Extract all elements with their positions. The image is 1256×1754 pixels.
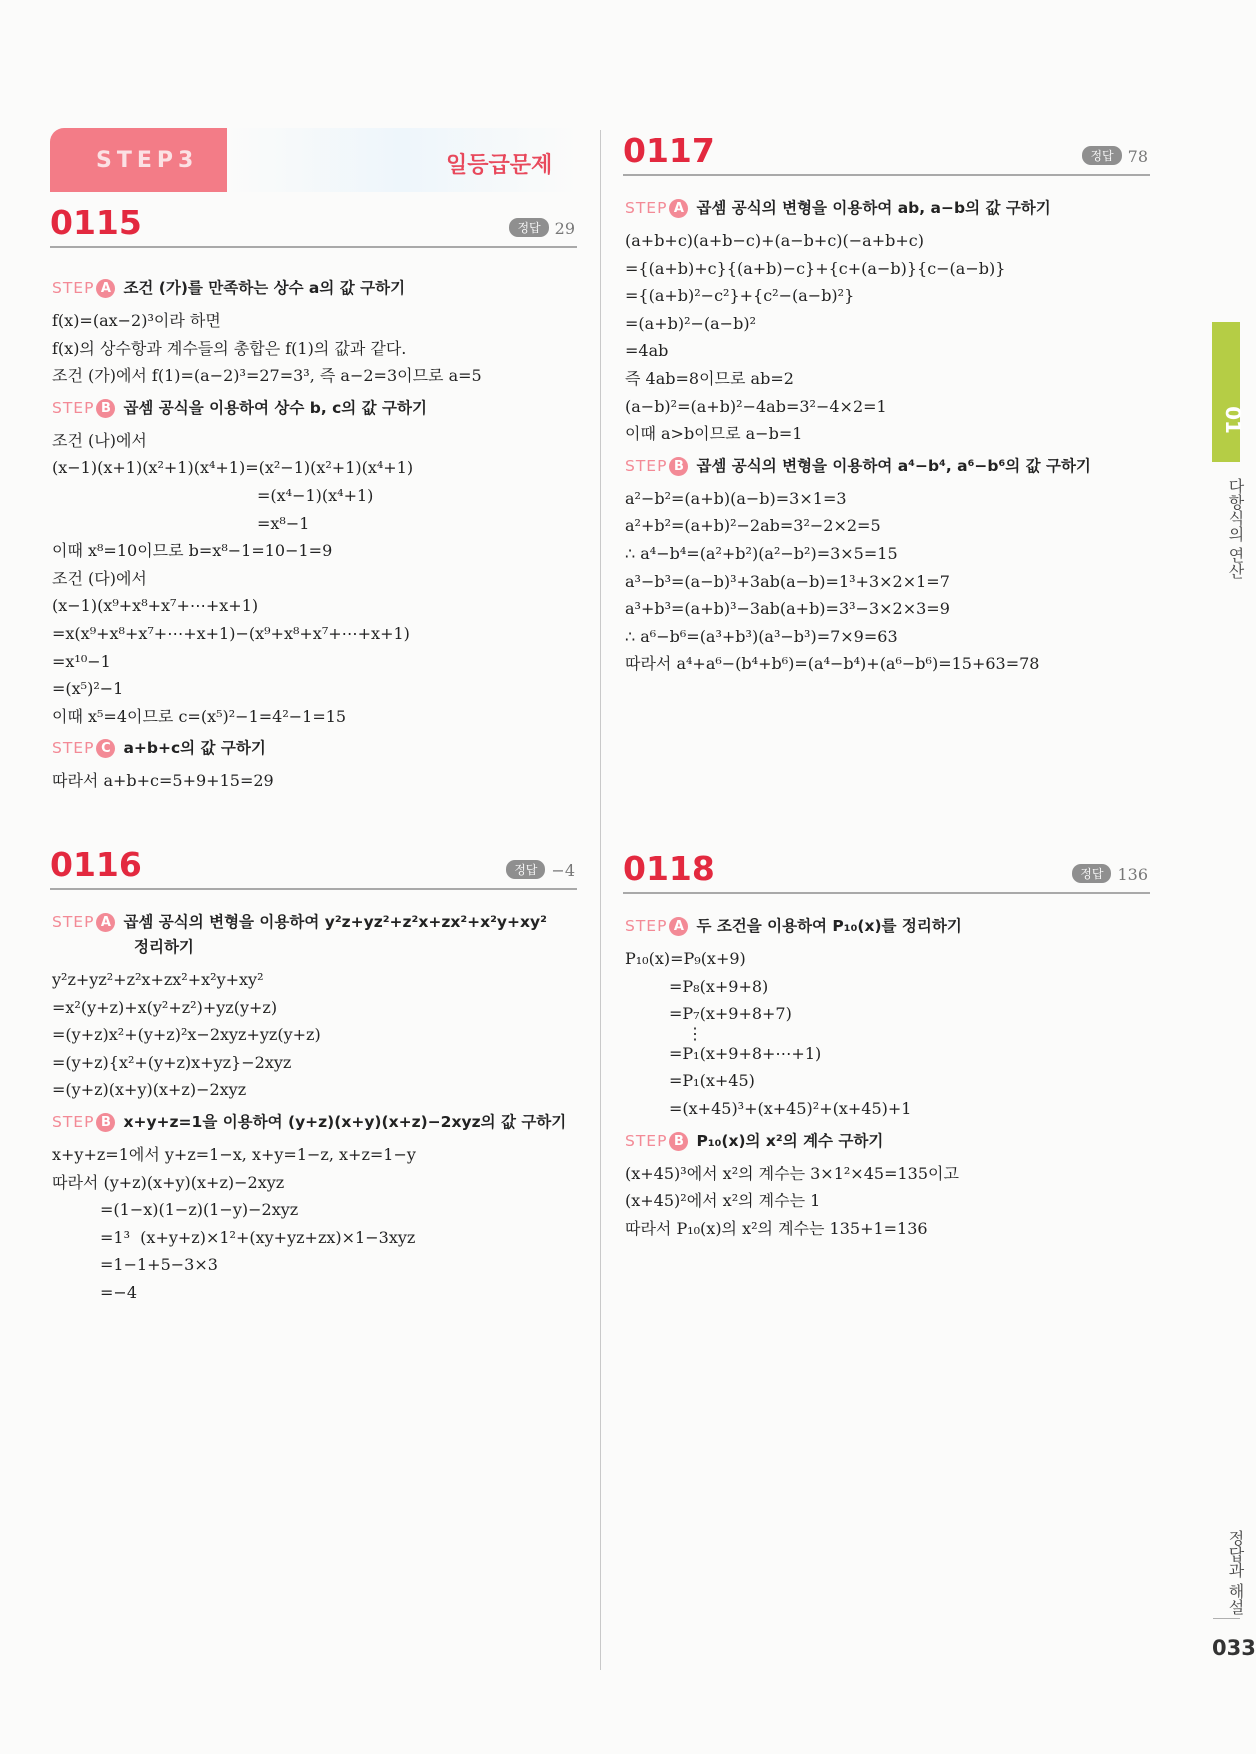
solution-line: =(a+b)²−(a−b)² (625, 313, 756, 333)
answer-badge: 정답 (1072, 864, 1111, 883)
solution-line: (x−1)(x+1)(x²+1)(x⁴+1)=(x²−1)(x²+1)(x⁴+1) (52, 458, 414, 478)
step-letter: B (96, 1113, 115, 1132)
problem-header-0118 (623, 846, 1150, 894)
step-letter: B (96, 399, 115, 418)
solution-0116 (52, 904, 577, 1307)
step-heading (625, 196, 1150, 221)
solution-line: =(1−x)(1−z)(1−y)−2xyz (100, 1200, 299, 1220)
problem-number: 0118 (623, 849, 715, 888)
solution-line: 즉 4ab=8이므로 ab=2 (625, 368, 794, 388)
solution-line: =1³ (x+y+z)×1²+(xy+yz+zx)×1−3xyz (100, 1227, 416, 1247)
step-desc: 조건 (가)를 만족하는 상수 a의 값 구하기 (123, 279, 406, 297)
step-letter: A (669, 917, 688, 936)
solution-line: =x(x⁹+x⁸+x⁷+⋯+x+1)−(x⁹+x⁸+x⁷+⋯+x+1) (52, 623, 410, 643)
solution-line: f(x)=(ax−2)³이라 하면 (52, 311, 221, 330)
step-letter: A (669, 199, 688, 218)
solution-line: 조건 (가)에서 f(1)=(a−2)³=27=3³, 즉 a−2=3이므로 a=5 (52, 366, 482, 386)
step-heading (625, 1129, 1150, 1154)
solution-line: y²z+yz²+z²x+zx²+x²y+xy² (52, 970, 264, 989)
answer (509, 218, 575, 238)
step-letter: B (669, 1132, 688, 1151)
step-word: STEP (52, 1112, 95, 1131)
solution-line: =4ab (625, 341, 669, 361)
step-word: STEP (625, 199, 668, 217)
page-number: 033 (1212, 1636, 1256, 1660)
step-word: STEP (625, 917, 668, 935)
problem-header-0117 (623, 128, 1150, 176)
step-letter: C (96, 739, 115, 758)
solution-line: =x¹⁰−1 (52, 651, 111, 671)
answer-value: 136 (1117, 865, 1148, 884)
vertical-ellipsis: ⋮ (687, 1023, 703, 1043)
solution-line: =1−1+5−3×3 (100, 1255, 218, 1275)
chapter-number: 01 (1220, 406, 1245, 434)
chapter-tab (1212, 322, 1240, 462)
answer-value: −4 (551, 861, 575, 880)
step-letter: A (96, 913, 115, 932)
step-heading (52, 1110, 577, 1135)
step-heading (625, 454, 1150, 479)
solution-line: (a−b)²=(a+b)²−4ab=3²−4×2=1 (625, 396, 887, 416)
section-label: 정답과 해설 (1226, 1530, 1245, 1616)
solution-line: =(y+z)x²+(y+z)²x−2xyz+yz(y+z) (52, 1025, 321, 1045)
step-desc: 곱셈 공식을 이용하여 상수 b, c의 값 구하기 (123, 398, 427, 417)
answer-badge: 정답 (509, 218, 548, 237)
step-heading (52, 910, 577, 960)
step-word: STEP (52, 398, 95, 417)
solution-line: (x−1)(x⁹+x⁸+x⁷+⋯+x+1) (52, 596, 259, 616)
step3-label: STEP3 (96, 148, 199, 173)
solution-line: 이때 a>b이므로 a−b=1 (625, 424, 803, 444)
solution-0117 (625, 190, 1150, 678)
solution-line: =P₇(x+9+8+7) (669, 1004, 792, 1024)
step-desc: a+b+c의 값 구하기 (123, 739, 266, 758)
solution-line: =P₁(x+45) (669, 1071, 755, 1091)
solution-line: =P₁(x+9+8+⋯+1) (669, 1043, 822, 1063)
step-desc: x+y+z=1을 이용하여 (y+z)(x+y)(x+z)−2xyz의 값 구하기 (123, 1112, 567, 1131)
side-divider (1213, 1618, 1240, 1619)
answer-badge: 정답 (1082, 146, 1121, 165)
solution-0118 (625, 908, 1150, 1242)
solution-line: 이때 x⁸=10이므로 b=x⁸−1=10−1=9 (52, 541, 333, 561)
section-title: 일등급문제 (446, 153, 553, 178)
solution-line: ={(a+b)+c}{(a+b)−c}+{c+(a−b)}{c−(a−b)} (625, 258, 1006, 278)
solution-line: a³+b³=(a+b)³−3ab(a+b)=3³−3×2×3=9 (625, 599, 950, 619)
solution-line: =x⁸−1 (257, 513, 310, 533)
solution-line: 따라서 P₁₀(x)의 x²의 계수는 135+1=136 (625, 1218, 928, 1238)
answer (506, 860, 575, 880)
solution-line: =(x⁵)²−1 (52, 679, 124, 699)
step-word: STEP (625, 456, 668, 475)
step-letter: B (669, 457, 688, 476)
answer-badge: 정답 (506, 860, 545, 879)
step-desc-cont: 정리하기 (134, 938, 194, 956)
solution-line: ={(a+b)²−c²}+{c²−(a−b)²} (625, 286, 855, 306)
answer-value: 78 (1127, 147, 1148, 166)
solution-line: ∴ a⁶−b⁶=(a³+b³)(a³−b³)=7×9=63 (625, 626, 898, 646)
solution-line: =−4 (100, 1282, 137, 1302)
solution-line: f(x)의 상수항과 계수들의 총합은 f(1)의 값과 같다. (52, 338, 407, 358)
solution-0115 (52, 270, 577, 795)
solution-line: P₁₀(x)=P₉(x+9) (625, 949, 746, 968)
column-divider (600, 130, 601, 1670)
step-word: STEP (52, 913, 95, 931)
solution-line: (x+45)³에서 x²의 계수는 3×1²×45=135이고 (625, 1163, 959, 1183)
step-heading (52, 396, 577, 421)
step-letter: A (96, 279, 115, 298)
problem-number: 0116 (50, 845, 142, 884)
step-desc: 두 조건을 이용하여 P₁₀(x)를 정리하기 (696, 917, 962, 935)
solution-line: a²−b²=(a+b)(a−b)=3×1=3 (625, 488, 847, 508)
solution-line: x+y+z=1에서 y+z=1−x, x+y=1−z, x+z=1−y (52, 1144, 416, 1164)
solution-line: a³−b³=(a−b)³+3ab(a−b)=1³+3×2×1=7 (625, 571, 950, 591)
solution-line: ∴ a⁴−b⁴=(a²+b²)(a²−b²)=3×5=15 (625, 543, 898, 563)
solution-line: =(y+z){x²+(y+z)x+yz}−2xyz (52, 1052, 292, 1072)
solution-line: 조건 (나)에서 (52, 430, 147, 450)
step-desc: 곱셈 공식의 변형을 이용하여 a⁴−b⁴, a⁶−b⁶의 값 구하기 (696, 456, 1091, 475)
problem-number: 0117 (623, 131, 715, 170)
solution-line: (x+45)²에서 x²의 계수는 1 (625, 1191, 821, 1211)
solution-line: a²+b²=(a+b)²−2ab=3²−2×2=5 (625, 516, 881, 536)
solution-line: =(x⁴−1)(x⁴+1) (257, 485, 374, 505)
step-desc: 곱셈 공식의 변형을 이용하여 ab, a−b의 값 구하기 (696, 199, 1051, 217)
problem-header-0115 (50, 200, 577, 248)
solution-line: =P₈(x+9+8) (669, 976, 769, 996)
solution-line: 따라서 (y+z)(x+y)(x+z)−2xyz (52, 1172, 285, 1192)
problem-number: 0115 (50, 203, 142, 242)
step-word: STEP (52, 279, 95, 297)
solution-line: =(x+45)³+(x+45)²+(x+45)+1 (669, 1098, 912, 1118)
step-word: STEP (625, 1131, 668, 1150)
solution-line: 이때 x⁵=4이므로 c=(x⁵)²−1=4²−1=15 (52, 706, 347, 726)
solution-line: 따라서 a⁴+a⁶−(b⁴+b⁶)=(a⁴−b⁴)+(a⁶−b⁶)=15+63=78 (625, 654, 1040, 674)
chapter-title: 다항식의 연산 (1226, 478, 1245, 580)
step-word: STEP (52, 739, 95, 758)
step-heading (52, 276, 577, 301)
problem-header-0116 (50, 842, 577, 890)
solution-line: (a+b+c)(a+b−c)+(a−b+c)(−a+b+c) (625, 231, 924, 250)
answer (1082, 146, 1148, 166)
answer (1072, 864, 1148, 884)
solution-line: =(y+z)(x+y)(x+z)−2xyz (52, 1080, 247, 1100)
step-desc: P₁₀(x)의 x²의 계수 구하기 (696, 1131, 884, 1150)
solution-line: 따라서 a+b+c=5+9+15=29 (52, 771, 274, 791)
step-heading (52, 736, 577, 761)
step-desc: 곱셈 공식의 변형을 이용하여 y²z+yz²+z²x+zx²+x²y+xy² (123, 913, 547, 931)
answer-value: 29 (554, 219, 575, 238)
solution-line: =x²(y+z)+x(y²+z²)+yz(y+z) (52, 997, 278, 1017)
step-heading (625, 914, 1150, 939)
solution-line: 조건 (다)에서 (52, 568, 147, 588)
